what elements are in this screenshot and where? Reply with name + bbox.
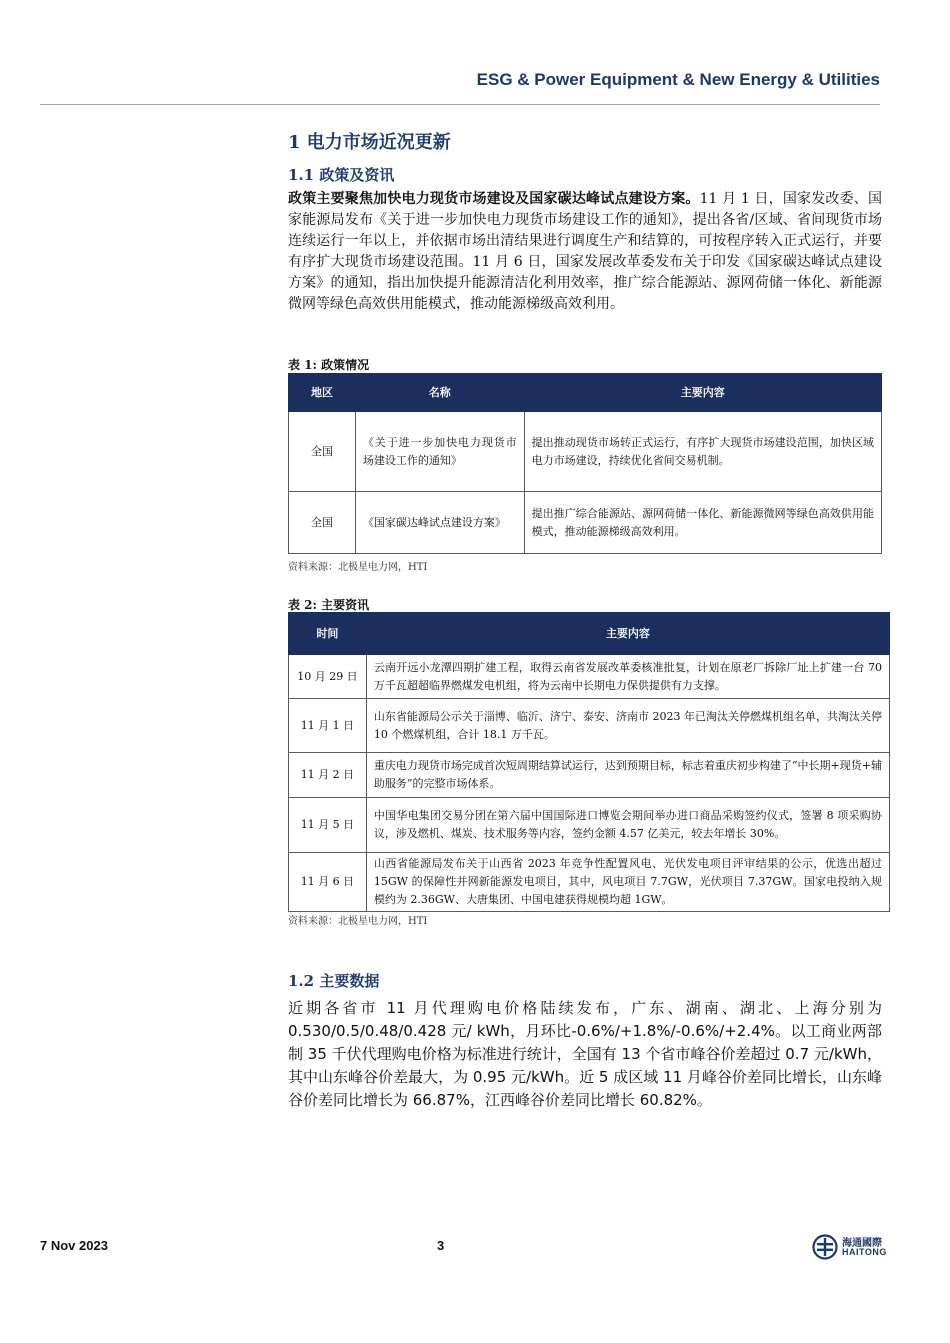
table-row bbox=[289, 753, 890, 798]
data-paragraph: 近期各省市 11 月代理购电价格陆续发布，广东、湖南、湖北、上海分别为 0.530/0.5/0.48/0.428 元/ kWh，月环比-0.6%/+1.8%/-0.6%/+2.4%。以工商业两部制 35 千伏代理购电价格为标准进行统计，全国有 13 个省市峰谷价差超过 0.7 元/kWh，其中山东峰谷价差最大，为 0.95 元/kWh。近 5 成区域 11 月峰谷价差同比增长，山东峰谷价差同比增长为 66.87%，江西峰谷价差同比增长 60.82%。 bbox=[288, 999, 882, 1109]
logo-text-cn: 海通國際 bbox=[842, 1238, 882, 1249]
table-1-header-region: 地区 bbox=[289, 374, 356, 412]
table-2-header-content: 主要内容 bbox=[366, 613, 889, 655]
table-cell: 《国家碳达峰试点建设方案》 bbox=[355, 492, 524, 554]
report-header-title: ESG & Power Equipment & New Energy & Utilities bbox=[476, 70, 880, 89]
table-cell: 提出推广综合能源站、源网荷储一体化、新能源微网等绿色高效供用能模式，推动能源梯级高效利用。 bbox=[524, 492, 881, 554]
table-row bbox=[289, 699, 890, 753]
policy-body: 11 月 1 日，国家发改委、国家能源局发布《关于进一步加快电力现货市场建设工作的通知》，提出各省/区域、省间现货市场连续运行一年以上，并依据市场出清结果进行调度生产和结算的，可按程序转入正式运行，并要有序扩大现货市场建设范围。11 月 6 日，国家发展改革委发布关于印发《国家碳达峰试点建设方案》的通知，指出加快提升能源清洁化利用效率，推广综合能源站、源网荷储一体化、新能源微网等绿色高效供用能模式，推动能源梯级高效利用。 bbox=[288, 191, 882, 312]
table-cell: 《关于进一步加快电力现货市场建设工作的通知》 bbox=[355, 412, 524, 492]
table-cell: 11 月 1 日 bbox=[289, 699, 367, 753]
policy-paragraph bbox=[288, 189, 882, 315]
table-cell: 10 月 29 日 bbox=[289, 655, 367, 699]
table-2-header-time: 时间 bbox=[289, 613, 367, 655]
table-row bbox=[289, 853, 890, 912]
table-cell: 全国 bbox=[289, 412, 356, 492]
table-row bbox=[289, 492, 882, 554]
header-divider bbox=[40, 104, 880, 105]
table-cell: 重庆电力现货市场完成首次短周期结算试运行，达到预期目标，标志着重庆初步构建了“中长期+现货+辅助服务”的完整市场体系。 bbox=[366, 753, 889, 798]
table-cell: 11 月 2 日 bbox=[289, 753, 367, 798]
table-1-header-content: 主要内容 bbox=[524, 374, 881, 412]
table-cell: 全国 bbox=[289, 492, 356, 554]
footer-date: 7 Nov 2023 bbox=[40, 1238, 108, 1253]
table-row bbox=[289, 655, 890, 699]
policy-table bbox=[288, 373, 882, 554]
page-number: 3 bbox=[437, 1238, 445, 1253]
table-cell: 11 月 6 日 bbox=[289, 853, 367, 912]
table-cell: 云南开远小龙潭四期扩建工程，取得云南省发展改革委核准批复，计划在原老厂拆除厂址上扩建一台 70 万千瓦超超临界燃煤发电机组，将为云南中长期电力保供提供有力支撑。 bbox=[366, 655, 889, 699]
table-cell: 提出推动现货市场转正式运行，有序扩大现货市场建设范围，加快区域电力市场建设，持续优化省间交易机制。 bbox=[524, 412, 881, 492]
section-1-title: 1 电力市场近况更新 bbox=[288, 132, 451, 153]
table-1-caption: 表 1: 政策情况 bbox=[288, 358, 370, 372]
section-1-1-title: 1.1 政策及资讯 bbox=[288, 166, 395, 184]
table-1-header-name: 名称 bbox=[355, 374, 524, 412]
table-row bbox=[289, 412, 882, 492]
table-2-caption: 表 2: 主要资讯 bbox=[288, 598, 370, 612]
table-cell: 山东省能源局公示关于淄博、临沂、济宁、泰安、济南市 2023 年已淘汰关停燃煤机组名单，共淘汰关停 10 个燃煤机组，合计 18.1 万千瓦。 bbox=[366, 699, 889, 753]
table-cell: 11 月 5 日 bbox=[289, 798, 367, 853]
policy-lead: 政策主要聚焦加快电力现货市场建设及国家碳达峰试点建设方案。 bbox=[288, 191, 700, 207]
table-cell: 中国华电集团交易分团在第六届中国国际进口博览会期间举办进口商品采购签约仪式，签署 8 项采购协议，涉及燃机、煤炭、技术服务等内容，签约金额 4.57 亿美元，较去年增长 30%。 bbox=[366, 798, 889, 853]
news-table bbox=[288, 612, 890, 912]
section-1-2-title: 1.2 主要数据 bbox=[288, 972, 380, 990]
table-cell: 山西省能源局发布关于山西省 2023 年竞争性配置风电、光伏发电项目评审结果的公示，优选出超过 15GW 的保障性并网新能源发电项目，其中，风电项目 7.7GW，光伏项目 7.37GW。国家电投纳入规模约为 2.36GW、大唐集团、中国电建获得规模均超 1GW。 bbox=[366, 853, 889, 912]
table-2-source: 资料来源：北极星电力网，HTI bbox=[288, 916, 428, 927]
logo-text-en: HAITONG bbox=[842, 1247, 887, 1257]
haitong-logo bbox=[812, 1232, 902, 1262]
table-1-source: 资料来源：北极星电力网，HTI bbox=[288, 562, 428, 573]
table-row bbox=[289, 798, 890, 853]
haitong-logo-icon bbox=[812, 1234, 838, 1260]
